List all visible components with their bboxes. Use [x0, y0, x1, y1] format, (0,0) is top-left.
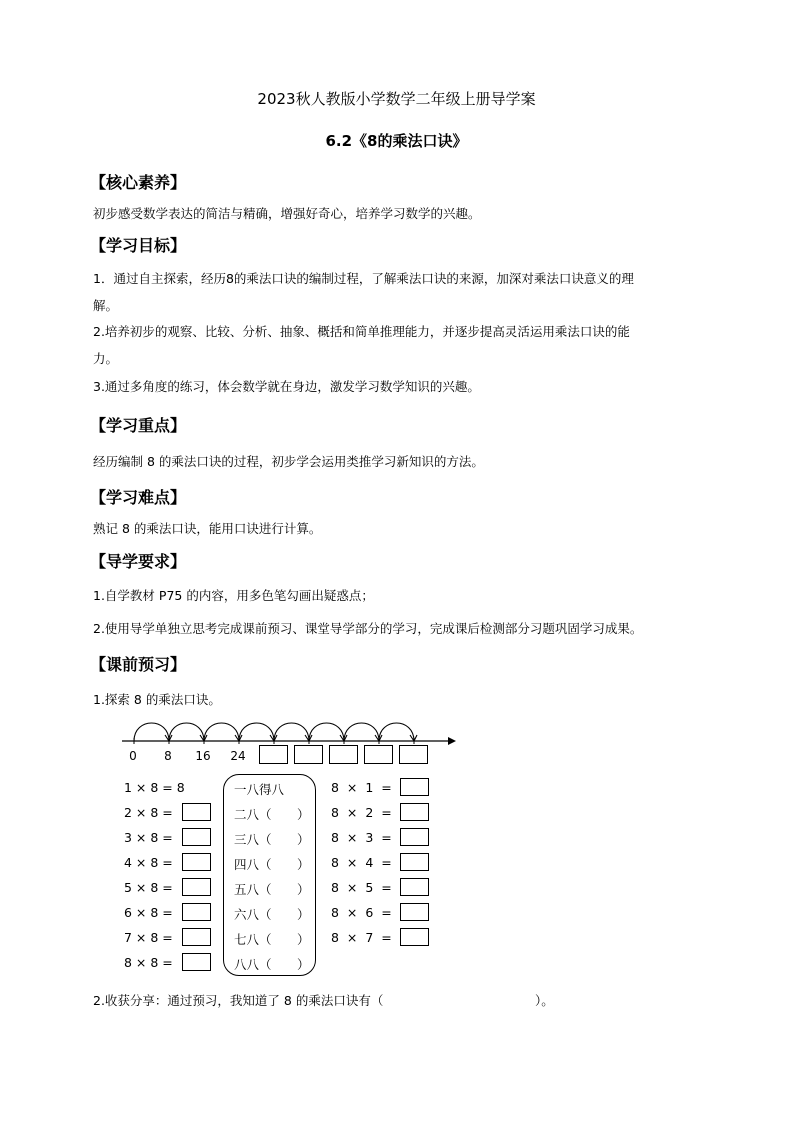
left-equation: 8 × 8 = — [124, 955, 173, 970]
requirement-line-1: 1.自学教材 P75 的内容，用多色笔勾画出疑惑点； — [93, 588, 374, 603]
number-line-arc — [169, 723, 204, 741]
preview-q2-prefix: 2.收获分享：通过预习，我知道了 8 的乘法口诀有（ — [93, 993, 384, 1008]
number-line-blank-box[interactable] — [294, 745, 323, 764]
number-line-arc — [134, 723, 169, 741]
left-equation: 7 × 8 = — [124, 930, 173, 945]
answer-box[interactable] — [400, 878, 429, 896]
answer-box[interactable] — [182, 853, 211, 871]
key-text: 经历编制 8 的乘法口诀的过程，初步学会运用类推学习新知识的方法。 — [93, 454, 484, 469]
answer-box[interactable] — [182, 953, 211, 971]
heading-difficulty: 【学习难点】 — [90, 488, 187, 507]
preview-q2-suffix: ）。 — [535, 993, 554, 1008]
requirement-line-2: 2.使用导学单独立思考完成课前预习、课堂导学部分的学习，完成课后检测部分习题巩固学习成果。 — [93, 621, 643, 636]
number-line-arc — [204, 723, 239, 741]
right-equation: 8 × 3 = — [331, 830, 392, 845]
chant-line: 一八得八 — [234, 782, 285, 797]
left-equation: 5 × 8 = — [124, 880, 173, 895]
heading-preview: 【课前预习】 — [90, 655, 187, 674]
number-line-arc — [239, 723, 274, 741]
right-equation: 8 × 7 = — [331, 930, 392, 945]
goal-line-5: 3.通过多角度的练习，体会数学就在身边，激发学习数学知识的兴趣。 — [93, 379, 480, 394]
chant-close-paren: ） — [297, 857, 310, 872]
chant-line: 八八（ — [234, 957, 272, 972]
answer-box[interactable] — [400, 828, 429, 846]
answer-box[interactable] — [400, 928, 429, 946]
answer-box[interactable] — [182, 803, 211, 821]
number-line-blank-box[interactable] — [259, 745, 288, 764]
heading-goals: 【学习目标】 — [90, 236, 187, 255]
q2-answer-blank[interactable] — [420, 988, 532, 1008]
number-line-blank-box[interactable] — [329, 745, 358, 764]
chant-line: 五八（ — [234, 882, 272, 897]
answer-box[interactable] — [182, 903, 211, 921]
number-line-arc — [274, 723, 309, 741]
tick-label-0: 0 — [129, 749, 137, 763]
left-equation: 6 × 8 = — [124, 905, 173, 920]
goal-line-3: 2.培养初步的观察、比较、分析、抽象、概括和简单推理能力，并逐步提高灵活运用乘法口诀的能 — [93, 324, 630, 339]
answer-box[interactable] — [182, 928, 211, 946]
number-line-arc — [344, 723, 379, 741]
answer-box[interactable] — [400, 778, 429, 796]
chant-close-paren: ） — [297, 932, 310, 947]
tick-label-8: 8 — [164, 749, 172, 763]
chant-close-paren: ） — [297, 807, 310, 822]
core-text: 初步感受数学表达的简洁与精确，增强好奇心，培养学习数学的兴趣。 — [93, 206, 481, 221]
left-equation: 2 × 8 = — [124, 805, 173, 820]
number-line-arc — [309, 723, 344, 741]
document-title: 2023秋人教版小学数学二年级上册导学案 — [257, 90, 536, 108]
goal-line-2: 解。 — [93, 298, 119, 313]
answer-box[interactable] — [182, 878, 211, 896]
chant-line: 六八（ — [234, 907, 272, 922]
right-equation: 8 × 2 = — [331, 805, 392, 820]
chant-line: 四八（ — [234, 857, 272, 872]
goal-line-1: 1．通过自主探索，经历8的乘法口诀的编制过程，了解乘法口诀的来源，加深对乘法口诀意义的理 — [93, 271, 634, 286]
right-equation: 8 × 5 = — [331, 880, 392, 895]
heading-requirements: 【导学要求】 — [90, 552, 187, 571]
left-equation: 3 × 8 = — [124, 830, 173, 845]
goal-line-4: 力。 — [93, 351, 119, 366]
heading-core: 【核心素养】 — [90, 173, 187, 192]
number-line-arc — [379, 723, 414, 741]
tick-label-24: 24 — [230, 749, 246, 763]
answer-box[interactable] — [400, 903, 429, 921]
chant-close-paren: ） — [297, 882, 310, 897]
chant-close-paren: ） — [297, 957, 310, 972]
answer-box[interactable] — [400, 853, 429, 871]
right-equation: 8 × 4 = — [331, 855, 392, 870]
tick-label-16: 16 — [195, 749, 211, 763]
chant-close-paren: ） — [297, 832, 310, 847]
left-equation: 1 × 8 = 8 — [124, 780, 185, 795]
answer-box[interactable] — [400, 803, 429, 821]
chant-line: 三八（ — [234, 832, 272, 847]
chant-close-paren: ） — [297, 907, 310, 922]
heading-key: 【学习重点】 — [90, 416, 187, 435]
chant-line: 二八（ — [234, 807, 272, 822]
document-subtitle: 6.2《8的乘法口诀》 — [325, 132, 468, 150]
number-line-blank-box[interactable] — [399, 745, 428, 764]
chant-line: 七八（ — [234, 932, 272, 947]
right-equation: 8 × 1 = — [331, 780, 392, 795]
preview-q1: 1.探索 8 的乘法口诀。 — [93, 692, 221, 707]
right-equation: 8 × 6 = — [331, 905, 392, 920]
left-equation: 4 × 8 = — [124, 855, 173, 870]
answer-box[interactable] — [182, 828, 211, 846]
difficulty-text: 熟记 8 的乘法口诀，能用口诀进行计算。 — [93, 521, 322, 536]
number-line-blank-box[interactable] — [364, 745, 393, 764]
